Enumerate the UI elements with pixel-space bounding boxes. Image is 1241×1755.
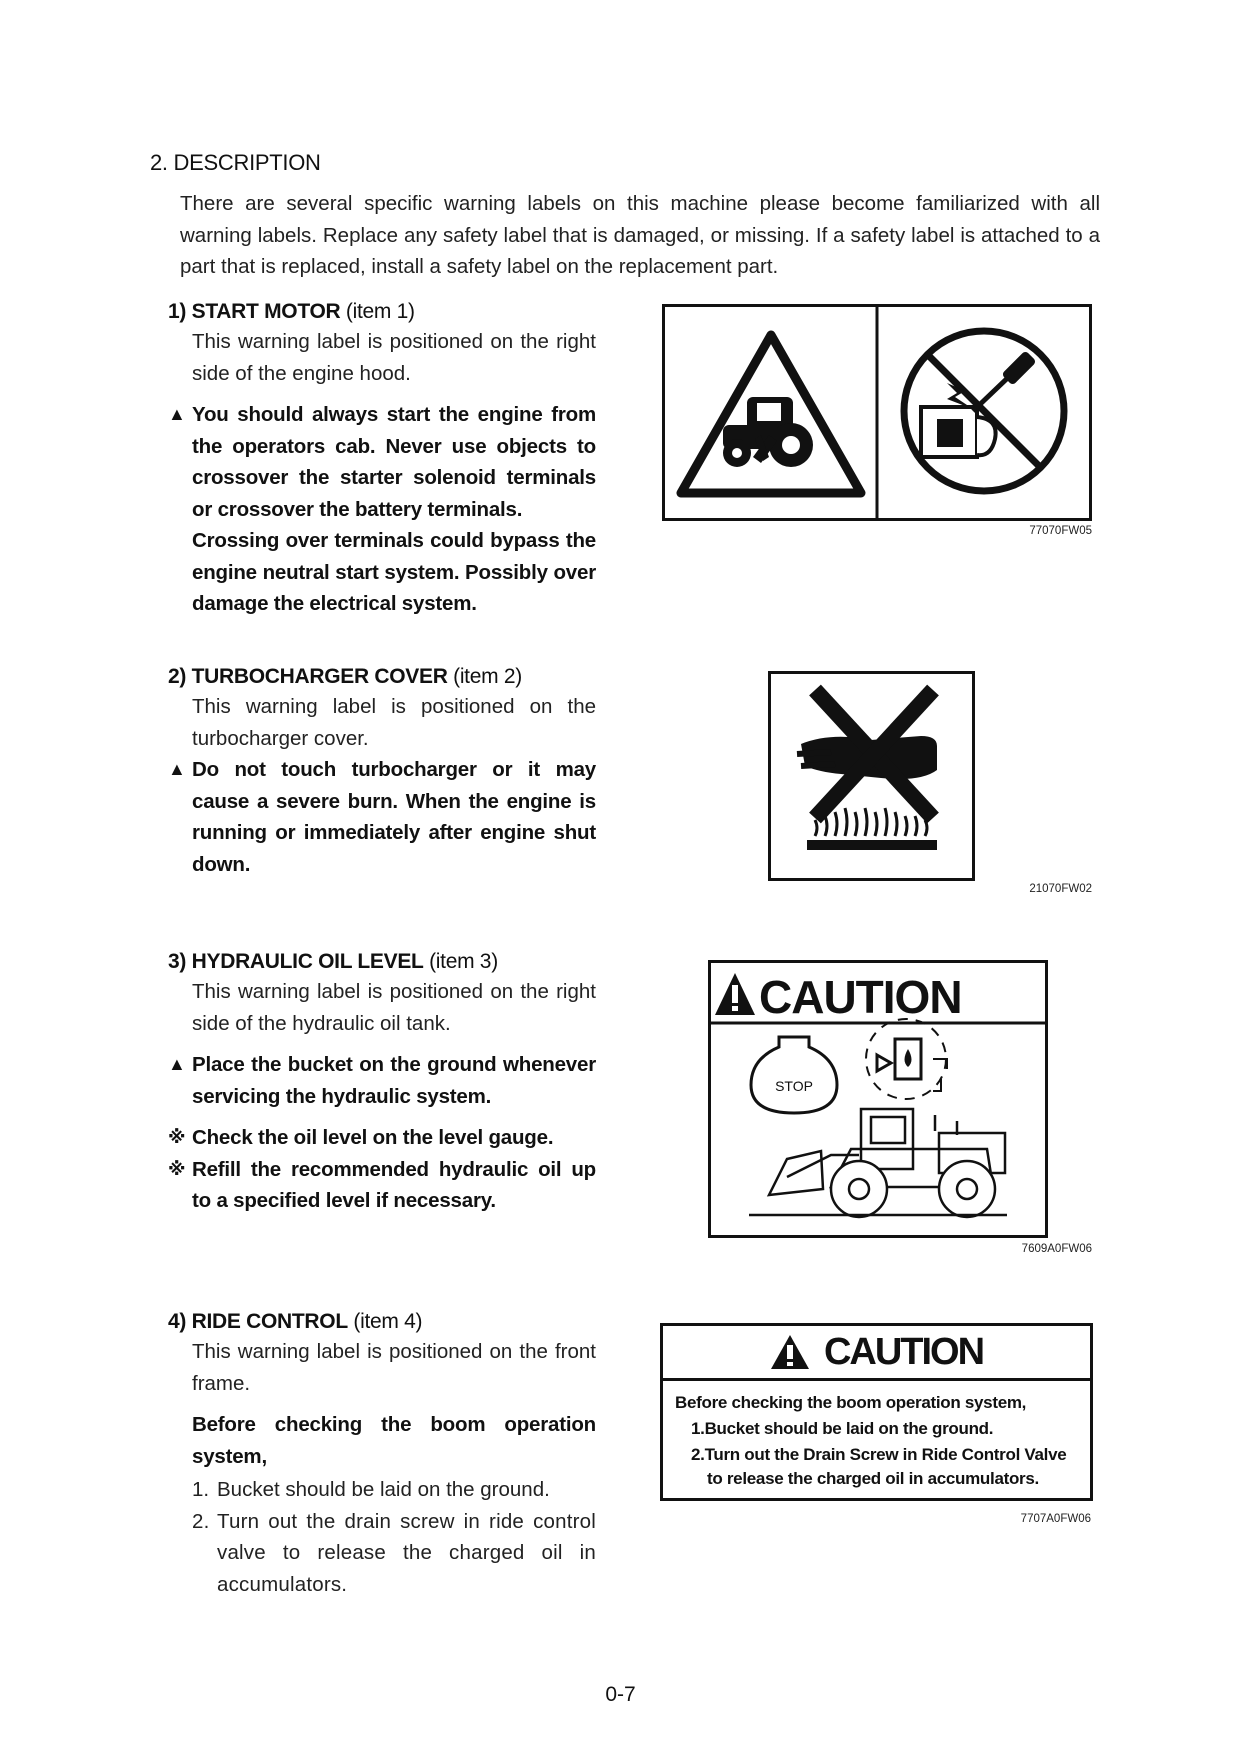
page-number: 0-7 [605, 1683, 636, 1706]
section-heading: 2. DESCRIPTION [150, 150, 321, 175]
section-title: 4) RIDE CONTROL (item 4) [168, 1310, 423, 1333]
section-title: 2) TURBOCHARGER COVER (item 2) [168, 665, 522, 688]
caution-heading: CAUTION [759, 971, 962, 1023]
warning-triangle-icon [770, 1334, 810, 1370]
section-hydraulic-oil-level [168, 950, 596, 1217]
oil-level-icon [866, 1019, 947, 1099]
turbocharger-label-image [768, 671, 975, 881]
warning-text: ▲ Do not touch turbocharger or it may cause a severe burn. When the engine is running or immediately after engine shut down. [192, 754, 596, 880]
caution-header [663, 1326, 1090, 1381]
warning-text-continued: Crossing over terminals could bypass the engine neutral start system. Possibly over damage the electrical system. [192, 529, 596, 615]
label-line: 2.Turn out the Drain Screw in Ride Control Valve [691, 1445, 1067, 1464]
wheel-loader-icon [749, 1109, 1007, 1217]
image-code: 21070FW02 [1029, 883, 1092, 895]
warning-text: ▲ You should always start the engine from the operators cab. Never use objects to crossover the starter solenoid terminals or crossover the battery terminals. [192, 399, 596, 525]
position-text: This warning label is positioned on the right side of the hydraulic oil tank. [192, 980, 596, 1035]
section-title: 1) START MOTOR (item 1) [168, 300, 415, 323]
label-line: 1.Bucket should be laid on the ground. [691, 1419, 994, 1438]
stop-text: STOP [775, 1078, 813, 1094]
step-item: 2. Turn out the drain screw in ride control valve to release the charged oil in accumulators. [192, 1509, 596, 1596]
section-title: 3) HYDRAULIC OIL LEVEL (item 3) [168, 950, 498, 973]
hydraulic-caution-label-image [708, 960, 1048, 1238]
label-line: Before checking the boom operation system, [675, 1393, 1027, 1412]
image-code: 77070FW05 [1029, 525, 1092, 537]
engine-stop-icon [751, 1037, 837, 1113]
bold-instruction: Before checking the boom operation system, [192, 1413, 596, 1468]
reference-mark: ※ [168, 1158, 186, 1179]
warning-triangle-icon: ▲ [168, 404, 186, 424]
section-ride-control [168, 1310, 596, 1600]
section-turbocharger-cover [168, 665, 596, 880]
heat-icon [815, 808, 927, 836]
warning-triangle-icon: ▲ [168, 1054, 186, 1074]
warning-text: ▲ Place the bucket on the ground whenever servicing the hydraulic system. [192, 1049, 596, 1112]
image-code: 7707A0FW06 [1020, 1513, 1091, 1525]
note-item: ※ Refill the recommended hydraulic oil up to a specified level if necessary. [192, 1154, 596, 1217]
image-code: 7609A0FW06 [1021, 1243, 1092, 1255]
note-item: ※ Check the oil level on the level gauge. [192, 1122, 596, 1154]
reference-mark: ※ [168, 1127, 186, 1147]
label-line: to release the charged oil in accumulators. [707, 1469, 1039, 1488]
position-text: This warning label is positioned on the right side of the engine hood. [192, 330, 596, 385]
position-text: This warning label is positioned on the turbocharger cover. [192, 695, 596, 750]
intro-paragraph: There are several specific warning labels on this machine please become familiarized with all warning labels. Replace any safety label that is damaged, or missing. If a safety label is attached to a part that is replaced, install a safety label on the replacement part. [180, 192, 1100, 278]
position-text: This warning label is positioned on the front frame. [192, 1340, 596, 1395]
start-motor-label-image [662, 304, 1092, 521]
warning-triangle-icon: ▲ [168, 759, 186, 779]
step-item: 1. Bucket should be laid on the ground. [192, 1478, 550, 1501]
caution-body [663, 1381, 1090, 1491]
section-start-motor [168, 300, 596, 620]
caution-heading: CAUTION [823, 1330, 984, 1373]
ride-control-caution-label-image [660, 1323, 1093, 1501]
